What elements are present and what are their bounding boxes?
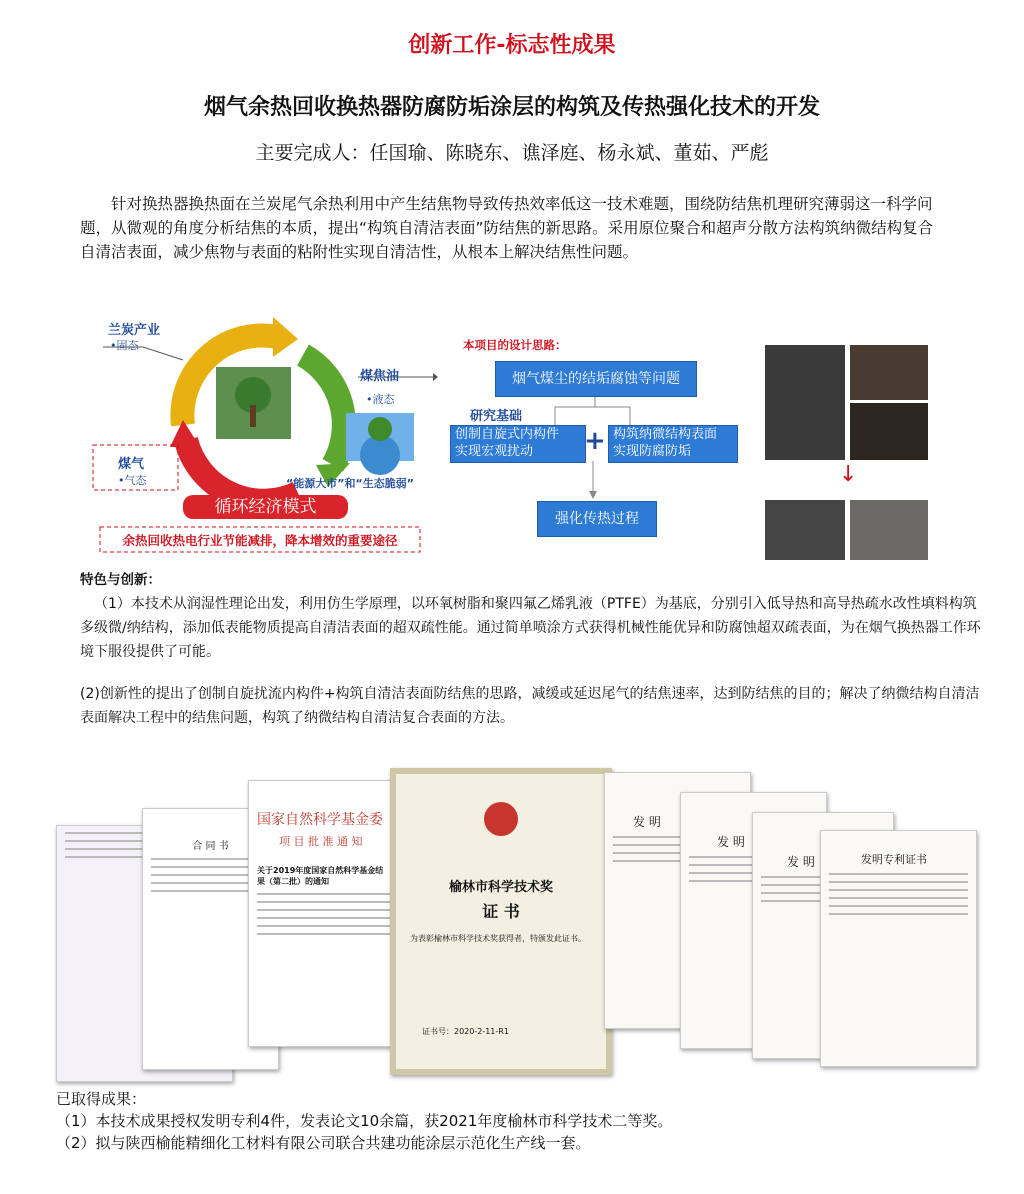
nano-surface-box [608,425,738,463]
meijiao-label: 煤焦油 [360,369,400,384]
circular-economy-banner: 循环经济模式 [214,497,317,517]
nsfc-title: 国家自然科学基金委 [257,812,383,828]
intro-paragraph: 针对换热器换热面在兰炭尾气余热利用中产生结焦物导致传热效率低这一技术难题，围绕防结焦机理研究薄弱这一科学问题，从微观的角度分析结焦的本质，提出“构筑自清洁表面”防结焦的新思路。采用原位聚合和超声分散方法构筑纳微结构复合自清洁表面，减少焦物与表面的粘附性实现自清洁性，从根本上解决结焦性问题。 [80,195,934,261]
contract-title: 合 同 书 [192,841,229,852]
equipment-photo-1 [765,345,845,460]
enhanced-heat-transfer-box: 强化传热过程 [537,501,657,537]
header-title: 创新工作-标志性成果 [408,33,616,58]
cycle-arrows-graphic [88,315,438,560]
corrosion-photo-2 [850,403,928,460]
patent-title-3: 发 明 [787,855,815,869]
patent-certificate-4 [820,830,977,1067]
nano-surface-line1: 构筑纳微结构表面 [613,427,718,442]
patent-title-4: 发明专利证书 [861,853,927,866]
design-heading: 本项目的设计思路： [463,338,567,352]
energy-slogan: “能源大市”和“生态脆弱” [286,477,414,490]
patent-title-1: 发 明 [633,815,661,829]
corrosion-photo [850,345,928,400]
cycle-diagram [88,315,438,560]
internal-component-line2: 实现宏观扰动 [455,444,534,459]
certificate-number: 证书号：2020-2-11-R1 [422,1027,509,1036]
nano-surface-line2: 实现防腐防垢 [613,444,692,459]
lantan-state: •固态 [110,339,139,352]
research-basis-label: 研究基础 [470,409,523,424]
heat-exchanger-photo-1 [765,500,845,560]
achievements-heading: 已取得成果： [56,1090,147,1108]
plus-sign: + [584,426,606,456]
features-paragraph-2: (2)创新性的提出了创制自旋扰流内构件+构筑自清洁表面防结焦的思路，减缓或延迟尾气的结焦速率，达到防结焦的目的；解决了纳微结构自清洁表面解决工程中的结焦问题，构筑了纳微结构自清洁复合表面的方法。 [80,686,980,726]
authors-line: 主要完成人：任国瑜、陈晓东、谯泽庭、杨永斌、董茹、严彪 [255,142,769,164]
award-certificate [390,768,612,1075]
meiqi-state: •气态 [118,474,147,487]
achievement-item-1: （1）本技术成果授权发明专利4件，发表论文10余篇，获2021年度榆林市科学技术二等奖。 [56,1112,673,1130]
meiqi-label: 煤气 [118,457,145,472]
certificate-title: 证 书 [482,902,520,921]
problem-box: 烟气煤尘的结垢腐蚀等问题 [495,361,697,397]
internal-component-box [450,425,586,463]
lantan-label: 兰炭产业 [108,323,161,338]
energy-saving-note: 余热回收热电行业节能减排，降本增效的重要途径 [122,533,398,548]
project-title: 烟气余热回收换热器防腐防垢涂层的构筑及传热强化技术的开发 [203,95,820,120]
award-name: 榆林市科学技术奖 [448,880,553,895]
features-paragraph-1: （1）本技术从润湿性理论出发，利用仿生学原理，以环氧树脂和聚四氟乙烯乳液（PTFE）为基底，分别引入低导热和高导热疏水改性填料构筑多级微/纳结构，添加低表能物质提高自清洁表面的超双疏性能。通过简单喷涂方式获得机械性能优异和防腐蚀超双疏表面，为在烟气换热器工作环境下服役提供了可能。 [80,596,981,660]
national-emblem-icon [484,802,518,836]
internal-component-line1: 创制自旋式内构件 [455,427,560,442]
heat-exchanger-photo-2 [850,500,928,560]
nsfc-subtitle: 项 目 批 准 通 知 [279,835,363,848]
nsfc-notice-title: 关于2019年度国家自然科学基金结果（第二批）的通知 [257,866,384,886]
achievement-item-2: （2）拟与陕西榆能精细化工材料有限公司联合共建功能涂层示范化生产线一套。 [56,1134,591,1152]
certificate-text: 为表彰榆林市科学技术奖获得者，特颁发此证书。 [410,934,586,943]
nsfc-notice-document [248,780,400,1047]
patent-title-2: 发 明 [717,835,745,849]
features-heading: 特色与创新： [80,572,161,588]
meijiao-state: •液态 [366,393,395,406]
down-arrow-icon: ↓ [839,462,858,487]
design-flow [445,335,745,545]
